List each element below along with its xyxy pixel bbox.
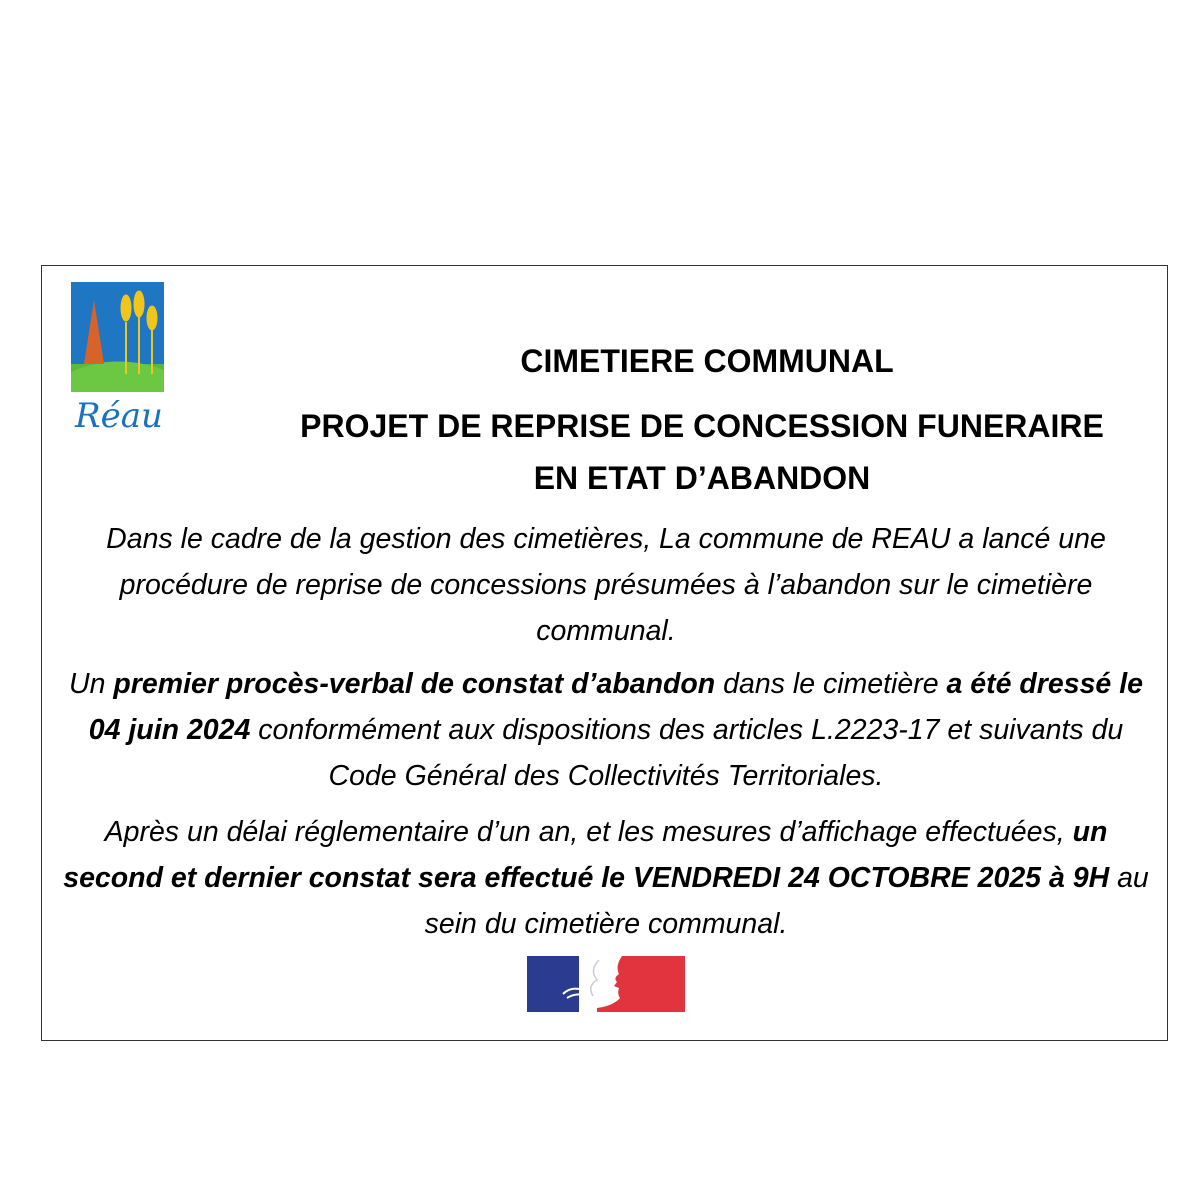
p2-text-3: conformément aux dispositions des articles L.2223-17 et suivants du Code Général des Collectivités Territoriales. xyxy=(250,714,1124,792)
title-projet: PROJET DE REPRISE DE CONCESSION FUNERAIRE xyxy=(300,408,1104,444)
reau-logo xyxy=(64,282,184,452)
title-etat-abandon: EN ETAT D’ABANDON xyxy=(533,460,871,496)
paragraph-second-constat xyxy=(56,809,1156,947)
p3-text-2: au sein du cimetière communal. xyxy=(424,862,1149,940)
paragraph-premier-constat xyxy=(56,661,1156,799)
notice-panel xyxy=(41,265,1168,1041)
title-cimetiere: CIMETIERE COMMUNAL xyxy=(520,343,894,379)
p2-text-1: Un xyxy=(69,668,114,700)
marianne-red-band xyxy=(631,956,685,1012)
paragraph-context: Dans le cadre de la gestion des cimetières, La commune de REAU a lancé une procédure de reprise de concessions présumées à l’abandon sur le cimetière communal. xyxy=(106,523,1106,647)
p2-bold-proces-verbal: premier procès-verbal de constat d’abandon xyxy=(113,668,716,700)
p3-bold-second-constat: un second et dernier constat sera effectué le VENDREDI 24 OCTOBRE 2025 à 9H xyxy=(63,816,1110,894)
p3-text-1: Après un délai réglementaire d’un an, et les mesures d’affichage effectuées, xyxy=(104,816,1073,848)
marianne-republique-logo xyxy=(527,956,685,1012)
marianne-blue-band xyxy=(527,956,579,1012)
logo-script-text: Réau xyxy=(75,396,163,436)
p2-bold-date: a été dressé le 04 juin 2024 xyxy=(88,668,1143,746)
p2-text-2: dans le cimetière xyxy=(715,668,947,700)
